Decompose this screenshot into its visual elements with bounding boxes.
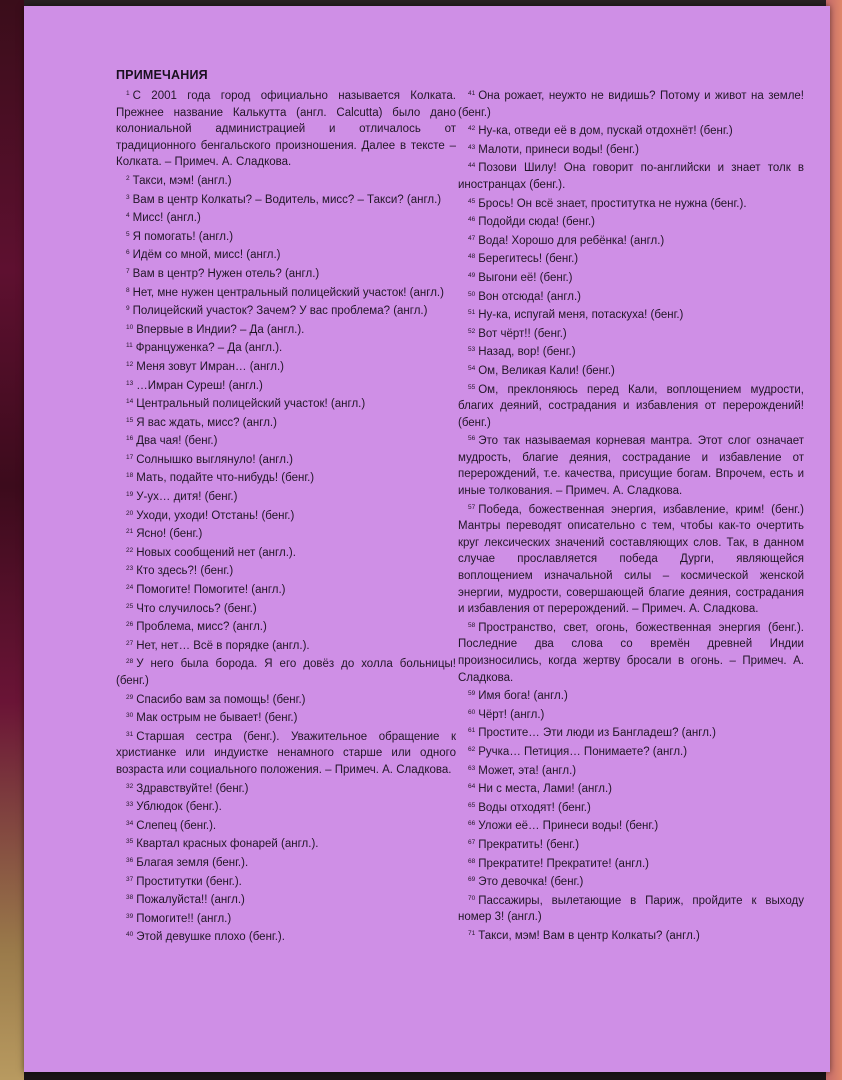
footnote <box>458 798 804 817</box>
footnote-number: 16 <box>126 435 134 443</box>
footnote-text: Ни с места, Лами! (англ.) <box>478 783 612 796</box>
footnote-number: 36 <box>126 856 134 864</box>
footnote-number: 50 <box>468 290 476 298</box>
footnote <box>116 561 456 580</box>
footnote-number: 48 <box>468 253 476 261</box>
footnote-text: Этой девушке плохо (бенг.). <box>136 931 285 944</box>
footnote-text: Ублюдок (бенг.). <box>136 801 222 814</box>
footnote <box>116 468 456 487</box>
footnote-text: Проститутки (бенг.). <box>136 875 242 888</box>
footnote-text: Это так называемая корневая мантра. Этот слог означает мудрость, благие деяния, сострадание и избавление от перерождений, т.е. качества, присущие богам. Впрочем, есть и иные толкования. – Примеч. А. Сладкова. <box>458 435 804 498</box>
footnote <box>458 140 804 159</box>
footnote-number: 54 <box>468 364 476 372</box>
footnote-number: 53 <box>468 346 476 354</box>
footnote-text: Француженка? – Да (англ.). <box>135 342 283 355</box>
footnote-text: Центральный полицейский участок! (англ.) <box>136 398 366 411</box>
footnote-text: Вот чёрт!! (бенг.) <box>478 327 567 340</box>
footnote-text: Ну-ка, испугай меня, потаскуха! (бенг.) <box>478 309 684 322</box>
footnote-text: Мать, подайте что-нибудь! (бенг.) <box>136 472 315 485</box>
footnote-text: Прекратить! (бенг.) <box>478 838 580 851</box>
footnote-number: 35 <box>126 838 134 846</box>
footnote-number: 38 <box>126 894 134 902</box>
footnote-text: Назад, вор! (бенг.) <box>478 346 576 359</box>
footnote-number: 70 <box>468 894 476 902</box>
footnote-text: Солнышко выглянуло! (англ.) <box>136 453 293 466</box>
footnote-number: 21 <box>126 528 134 536</box>
footnote-number: 10 <box>126 323 134 331</box>
footnote-text: Позови Шилу! Она говорит по-английски и знает толк в иностранцах (бенг.). <box>458 162 804 191</box>
footnote-number: 43 <box>468 143 476 151</box>
footnote-text: Выгони её! (бенг.) <box>478 271 573 284</box>
footnote-number: 59 <box>468 690 476 698</box>
footnote-text: Спасибо вам за помощь! (бенг.) <box>136 693 306 706</box>
footnote-number: 28 <box>126 658 134 666</box>
footnote <box>116 853 456 872</box>
footnote <box>116 909 456 928</box>
footnote-number: 22 <box>126 546 134 554</box>
footnote <box>458 723 804 742</box>
footnote <box>458 249 804 268</box>
footnote-number: 31 <box>126 730 134 738</box>
footnote <box>458 816 804 835</box>
footnote-text: Вам в центр? Нужен отель? (англ.) <box>132 267 320 280</box>
footnote-number: 18 <box>126 472 134 480</box>
footnote-text: Нет, нет… Всё в порядке (англ.). <box>136 639 310 652</box>
footnote <box>458 779 804 798</box>
footnote-number: 57 <box>468 503 476 511</box>
footnote-number: 51 <box>468 309 476 317</box>
footnote-number: 27 <box>126 639 134 647</box>
footnote <box>458 761 804 780</box>
footnote-text: Малоти, принеси воды! (бенг.) <box>478 143 639 156</box>
footnote <box>116 338 456 357</box>
footnote <box>458 686 804 705</box>
footnote-number: 20 <box>126 509 134 517</box>
footnote-text: Прекратите! Прекратите! (англ.) <box>478 857 649 870</box>
book-spine <box>0 0 24 1080</box>
footnote-number: 64 <box>468 783 476 791</box>
footnote-number: 3 <box>126 193 130 201</box>
footnote-text: Подойди сюда! (бенг.) <box>478 216 595 229</box>
footnote <box>458 305 804 324</box>
footnote <box>116 86 456 171</box>
footnote <box>116 524 456 543</box>
footnote <box>458 361 804 380</box>
footnote-number: 12 <box>126 360 134 368</box>
footnote-text: Пожалуйста!! (англ.) <box>136 894 245 907</box>
footnote-text: Простите… Эти люди из Бангладеш? (англ.) <box>478 727 716 740</box>
footnote-text: Кто здесь?! (бенг.) <box>136 565 234 578</box>
footnote-number: 60 <box>468 708 476 716</box>
footnote-text: Уложи её… Принеси воды! (бенг.) <box>478 820 659 833</box>
footnote <box>116 890 456 909</box>
footnote <box>116 450 456 469</box>
footnote-number: 39 <box>126 912 134 920</box>
footnote <box>116 171 456 190</box>
footnote-number: 66 <box>468 820 476 828</box>
footnote <box>116 487 456 506</box>
footnote <box>458 268 804 287</box>
footnote-number: 40 <box>126 931 134 939</box>
footnote-number: 4 <box>126 212 130 220</box>
footnote-text: Ясно! (бенг.) <box>136 528 203 541</box>
footnote-number: 32 <box>126 782 134 790</box>
footnote <box>116 506 456 525</box>
footnote-number: 67 <box>468 838 476 846</box>
footnote-number: 46 <box>468 216 476 224</box>
footnote <box>458 705 804 724</box>
footnote-number: 1 <box>126 90 130 97</box>
footnote-text: Она рожает, неужто не видишь? Потому и живот на земле! (бенг.) <box>458 90 804 119</box>
footnote-number: 15 <box>126 416 134 424</box>
footnote-text: Меня зовут Имран… (англ.) <box>136 360 284 373</box>
footnote <box>458 500 804 618</box>
footnote <box>116 690 456 709</box>
footnote-text: Воды отходят! (бенг.) <box>478 801 591 814</box>
footnote-text: Пассажиры, вылетающие в Париж, пройдите к выходу номер 3! (англ.) <box>458 894 804 924</box>
footnote-number: 37 <box>126 875 134 883</box>
footnote <box>116 727 456 779</box>
footnote <box>458 231 804 250</box>
footnote-number: 14 <box>126 398 134 406</box>
footnote-number: 5 <box>126 230 130 238</box>
footnote <box>116 264 456 283</box>
footnote <box>458 835 804 854</box>
footnote-text: Ом, преклоняюсь перед Кали, воплощением мудрости, благих деяний, сострадания и избавления от перерождений! (бенг.) <box>458 383 804 429</box>
footnote-text: Квартал красных фонарей (англ.). <box>136 838 319 851</box>
book-page <box>24 6 830 1072</box>
footnote-text: Нет, мне нужен центральный полицейский участок! (англ.) <box>132 286 444 299</box>
footnote-number: 9 <box>126 305 130 313</box>
footnote <box>116 708 456 727</box>
footnote-text: Пространство, свет, огонь, божественная энергия (бенг.). Последние два слова со времён древней Индии произносились, когда жертву бросали в огонь. – Примеч. А. Сладкова. <box>458 621 804 684</box>
footnote-number: 42 <box>468 125 476 133</box>
footnote-text: Вам в центр Колкаты? – Водитель, мисс? – Такси? (англ.) <box>132 193 442 206</box>
footnote <box>116 580 456 599</box>
footnote-text: Что случилось? (бенг.) <box>136 602 257 615</box>
footnote-text: Два чая! (бенг.) <box>136 435 218 448</box>
footnote <box>116 617 456 636</box>
footnote <box>458 194 804 213</box>
footnote <box>116 190 456 209</box>
footnote-number: 30 <box>126 712 134 720</box>
footnote-number: 19 <box>126 491 134 499</box>
footnote <box>116 357 456 376</box>
footnote-text: Чёрт! (англ.) <box>478 708 545 721</box>
footnote-number: 68 <box>468 857 476 865</box>
footnote <box>116 413 456 432</box>
footnote-text: Идём со мной, мисс! (англ.) <box>132 249 281 262</box>
footnote-number: 69 <box>468 876 476 884</box>
footnote-number: 45 <box>468 197 476 205</box>
footnote <box>458 158 804 193</box>
footnote <box>458 854 804 873</box>
footnote-number: 49 <box>468 271 476 279</box>
footnote-number: 26 <box>126 621 134 629</box>
footnote-text: Победа, божественная энергия, избавление, крим! (бенг.) Мантры переводят описательно с тем, чтобы как-то очертить круг лексических значений составляющих слов. Так, в данном случае прославляется победа Дурги, являющейся воплощением изначальной силы – космической женской энергии, мудрости, совершающей благие деяния, сострадания и избавления от перерождений. – Примеч. А. Сладкова. <box>458 503 804 616</box>
footnote <box>116 636 456 655</box>
footnote-text: Уходи, уходи! Отстань! (бенг.) <box>136 509 295 522</box>
footnote-text: Благая земля (бенг.). <box>136 856 249 869</box>
footnote-number: 71 <box>468 929 476 937</box>
footnote-text: Проблема, мисс? (англ.) <box>136 621 267 634</box>
footnote <box>458 212 804 231</box>
notes-column-left <box>116 86 456 946</box>
footnote-text: Такси, мэм! (англ.) <box>132 174 232 187</box>
footnote <box>116 927 456 946</box>
footnote <box>458 380 804 432</box>
footnote-text: Ом, Великая Кали! (бенг.) <box>478 364 615 377</box>
footnote <box>116 816 456 835</box>
footnote-number: 6 <box>126 249 130 257</box>
footnote-text: У-ух… дитя! (бенг.) <box>136 491 238 504</box>
footnote <box>458 342 804 361</box>
footnote <box>116 431 456 450</box>
footnote-number: 41 <box>468 90 476 97</box>
page-title: ПРИМЕЧАНИЯ <box>116 68 208 82</box>
footnote <box>116 394 456 413</box>
footnote-text: Слепец (бенг.). <box>136 819 217 832</box>
footnote <box>458 872 804 891</box>
footnote-number: 23 <box>126 565 134 573</box>
footnote-number: 25 <box>126 602 134 610</box>
footnote-number: 65 <box>468 801 476 809</box>
footnote-number: 63 <box>468 764 476 772</box>
footnote-text: Здравствуйте! (бенг.) <box>136 782 249 795</box>
footnote-text: С 2001 года город официально называется Колката. Прежнее название Калькутта (англ. Calcutta) было дано колониальной администрацией и отличалось от традиционного бенгальского произношения. Далее в тексте – Колката. – Примеч. А. Сладкова. <box>116 90 456 169</box>
footnote-text: Может, эта! (англ.) <box>478 764 577 777</box>
footnote-number: 7 <box>126 267 130 275</box>
footnote-text: Ну-ка, отведи её в дом, пускай отдохнёт! (бенг.) <box>478 125 733 138</box>
footnote-number: 62 <box>468 745 476 753</box>
footnote <box>458 86 804 121</box>
footnote <box>116 320 456 339</box>
footnote-text: Старшая сестра (бенг.). Уважительное обращение к христианке или индуистке ненамного старше или одного возраста или социального положения. – Примеч. А. Сладкова. <box>116 730 456 776</box>
footnote-text: Вода! Хорошо для ребёнка! (англ.) <box>478 234 665 247</box>
footnote <box>116 779 456 798</box>
footnote <box>458 324 804 343</box>
footnote <box>116 797 456 816</box>
footnote <box>458 926 804 945</box>
footnote-number: 29 <box>126 693 134 701</box>
footnote <box>116 654 456 689</box>
footnote-text: Полицейский участок? Зачем? У вас проблема? (англ.) <box>132 305 428 318</box>
footnote-text: Впервые в Индии? – Да (англ.). <box>136 323 305 336</box>
footnote <box>116 599 456 618</box>
footnote <box>116 283 456 302</box>
footnote-number: 56 <box>468 435 476 443</box>
footnote-text: Мак острым не бывает! (бенг.) <box>136 712 298 725</box>
footnote-number: 11 <box>126 342 133 350</box>
footnote-number: 8 <box>126 286 130 294</box>
footnote-number: 2 <box>126 174 130 182</box>
footnote-text: Это девочка! (бенг.) <box>478 876 584 889</box>
footnote <box>116 543 456 562</box>
footnote-number: 44 <box>468 162 476 170</box>
footnote <box>458 287 804 306</box>
footnote-text: Брось! Он всё знает, проститутка не нужна (бенг.). <box>478 197 747 210</box>
footnote <box>458 891 804 926</box>
footnote-number: 17 <box>126 453 134 461</box>
footnote-text: Такси, мэм! Вам в центр Колкаты? (англ.) <box>478 929 700 942</box>
footnote-text: Новых сообщений нет (англ.). <box>136 546 296 559</box>
footnote <box>458 121 804 140</box>
footnote <box>458 618 804 686</box>
footnote <box>116 834 456 853</box>
footnote-number: 52 <box>468 327 476 335</box>
footnote-number: 47 <box>468 234 476 242</box>
footnote <box>116 301 456 320</box>
footnote-number: 58 <box>468 621 476 629</box>
footnote-text: Я вас ждать, мисс? (англ.) <box>136 416 277 429</box>
footnote-text: Помогите! Помогите! (англ.) <box>136 584 286 597</box>
footnote-number: 61 <box>468 727 476 735</box>
footnote-text: Вон отсюда! (англ.) <box>478 290 581 303</box>
notes-column-right <box>458 86 804 945</box>
footnote <box>116 872 456 891</box>
footnote-text: Помогите!! (англ.) <box>136 912 232 925</box>
footnote-text: Имя бога! (англ.) <box>478 690 568 703</box>
footnote-text: Берегитесь! (бенг.) <box>478 253 579 266</box>
footnote-text: …Имран Суреш! (англ.) <box>136 379 263 392</box>
footnote <box>458 742 804 761</box>
footnote <box>116 245 456 264</box>
footnote-number: 55 <box>468 383 476 391</box>
footnote <box>116 376 456 395</box>
footnote <box>116 227 456 246</box>
footnote-number: 13 <box>126 379 134 387</box>
footnote-number: 24 <box>126 584 134 592</box>
footnote-text: Я помогать! (англ.) <box>132 230 234 243</box>
footnote <box>116 208 456 227</box>
footnote-number: 34 <box>126 819 134 827</box>
footnote-number: 33 <box>126 801 134 809</box>
footnote-text: Ручка… Петиция… Понимаете? (англ.) <box>478 745 688 758</box>
footnote-text: У него была борода. Я его довёз до холла больницы! (бенг.) <box>116 658 456 687</box>
footnote-text: Мисс! (англ.) <box>132 212 201 225</box>
footnote <box>458 431 804 499</box>
